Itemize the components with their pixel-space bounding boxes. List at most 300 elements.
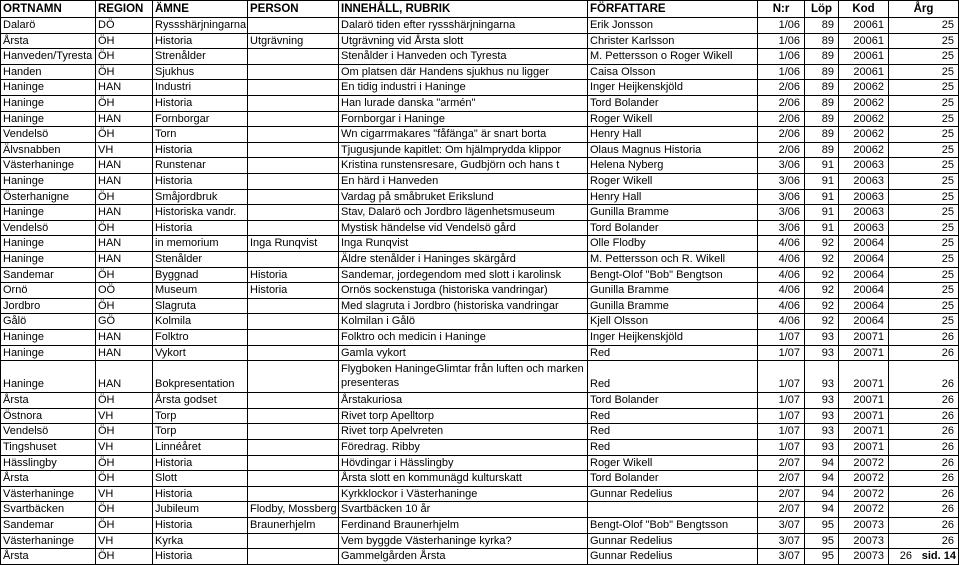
cell-region[interactable] (95, 549, 152, 564)
cell-lop[interactable] (804, 190, 838, 205)
cell-kod[interactable] (838, 502, 888, 517)
cell-nr[interactable] (757, 409, 804, 424)
cell-amne[interactable] (152, 549, 247, 564)
cell-nr[interactable] (757, 471, 804, 486)
cell-region[interactable] (95, 205, 152, 220)
cell-forfattare[interactable] (587, 174, 757, 189)
cell-person[interactable] (247, 283, 338, 298)
cell-nr[interactable] (757, 158, 804, 173)
cell-person[interactable] (247, 34, 338, 49)
cell-lop[interactable] (804, 127, 838, 142)
cell-kod[interactable] (838, 18, 888, 33)
cell-ortnamn[interactable] (0, 49, 95, 64)
cell-region[interactable] (95, 471, 152, 486)
cell-person[interactable] (247, 158, 338, 173)
cell-amne[interactable] (152, 299, 247, 314)
cell-region[interactable] (95, 18, 152, 33)
cell-nr[interactable] (757, 80, 804, 95)
cell-forfattare[interactable] (587, 534, 757, 549)
cell-kod[interactable] (838, 346, 888, 361)
cell-forfattare[interactable] (587, 502, 757, 517)
cell-nr[interactable] (757, 518, 804, 533)
cell-kod[interactable] (838, 252, 888, 267)
cell-arg[interactable] (888, 502, 959, 517)
cell-person[interactable] (247, 80, 338, 95)
cell-kod[interactable] (838, 283, 888, 298)
cell-lop[interactable] (804, 252, 838, 267)
cell-forfattare[interactable] (587, 299, 757, 314)
cell-ortnamn[interactable] (0, 502, 95, 517)
cell-person[interactable] (247, 393, 338, 408)
cell-person[interactable] (247, 268, 338, 283)
cell-region[interactable] (95, 34, 152, 49)
cell-person[interactable] (247, 127, 338, 142)
cell-innehall[interactable] (338, 393, 587, 408)
cell-amne[interactable] (152, 330, 247, 345)
cell-lop[interactable] (804, 440, 838, 455)
cell-forfattare[interactable] (587, 18, 757, 33)
cell-person[interactable] (247, 346, 338, 361)
cell-person[interactable] (247, 205, 338, 220)
cell-amne[interactable] (152, 518, 247, 533)
cell-kod[interactable] (838, 299, 888, 314)
cell-nr[interactable] (757, 127, 804, 142)
cell-arg[interactable] (888, 361, 959, 392)
cell-innehall[interactable] (338, 49, 587, 64)
cell-amne[interactable] (152, 174, 247, 189)
cell-arg[interactable] (888, 268, 959, 283)
cell-innehall[interactable] (338, 174, 587, 189)
cell-lop[interactable] (804, 393, 838, 408)
cell-region[interactable] (95, 127, 152, 142)
cell-kod[interactable] (838, 549, 888, 564)
cell-nr[interactable] (757, 49, 804, 64)
cell-forfattare[interactable] (587, 112, 757, 127)
col-header-nr[interactable]: N:r (757, 1, 804, 17)
cell-kod[interactable] (838, 80, 888, 95)
cell-person[interactable] (247, 330, 338, 345)
cell-person[interactable] (247, 314, 338, 329)
cell-amne[interactable] (152, 268, 247, 283)
cell-nr[interactable] (757, 346, 804, 361)
cell-region[interactable] (95, 221, 152, 236)
cell-kod[interactable] (838, 361, 888, 392)
cell-nr[interactable] (757, 299, 804, 314)
cell-innehall[interactable] (338, 236, 587, 251)
cell-innehall[interactable] (338, 65, 587, 80)
cell-forfattare[interactable] (587, 143, 757, 158)
cell-ortnamn[interactable] (0, 487, 95, 502)
cell-innehall[interactable] (338, 158, 587, 173)
cell-forfattare[interactable] (587, 49, 757, 64)
cell-kod[interactable] (838, 174, 888, 189)
cell-innehall[interactable] (338, 471, 587, 486)
cell-ortnamn[interactable] (0, 314, 95, 329)
cell-ortnamn[interactable] (0, 518, 95, 533)
cell-forfattare[interactable] (587, 236, 757, 251)
cell-arg[interactable] (888, 346, 959, 361)
cell-forfattare[interactable] (587, 393, 757, 408)
cell-person[interactable] (247, 190, 338, 205)
cell-arg[interactable] (888, 330, 959, 345)
cell-lop[interactable] (804, 174, 838, 189)
cell-nr[interactable] (757, 268, 804, 283)
cell-lop[interactable] (804, 330, 838, 345)
cell-ortnamn[interactable] (0, 471, 95, 486)
cell-amne[interactable] (152, 283, 247, 298)
cell-forfattare[interactable] (587, 80, 757, 95)
cell-amne[interactable] (152, 487, 247, 502)
cell-forfattare[interactable] (587, 268, 757, 283)
cell-innehall[interactable] (338, 314, 587, 329)
cell-innehall[interactable] (338, 190, 587, 205)
cell-ortnamn[interactable] (0, 205, 95, 220)
cell-amne[interactable] (152, 236, 247, 251)
cell-region[interactable] (95, 424, 152, 439)
cell-amne[interactable] (152, 361, 247, 392)
cell-arg[interactable] (888, 65, 959, 80)
cell-ortnamn[interactable] (0, 299, 95, 314)
cell-amne[interactable] (152, 190, 247, 205)
cell-region[interactable] (95, 174, 152, 189)
cell-nr[interactable] (757, 549, 804, 564)
cell-lop[interactable] (804, 424, 838, 439)
cell-amne[interactable] (152, 205, 247, 220)
cell-arg[interactable] (888, 549, 959, 564)
cell-nr[interactable] (757, 393, 804, 408)
col-header-forfattare[interactable]: FÖRFATTARE (587, 1, 757, 17)
cell-lop[interactable] (804, 34, 838, 49)
cell-ortnamn[interactable] (0, 34, 95, 49)
cell-lop[interactable] (804, 549, 838, 564)
cell-arg[interactable] (888, 174, 959, 189)
cell-nr[interactable] (757, 440, 804, 455)
cell-ortnamn[interactable] (0, 361, 95, 392)
cell-nr[interactable] (757, 252, 804, 267)
cell-lop[interactable] (804, 65, 838, 80)
cell-forfattare[interactable] (587, 409, 757, 424)
cell-ortnamn[interactable] (0, 393, 95, 408)
cell-region[interactable] (95, 440, 152, 455)
cell-ortnamn[interactable] (0, 112, 95, 127)
cell-arg[interactable] (888, 190, 959, 205)
cell-person[interactable] (247, 96, 338, 111)
cell-ortnamn[interactable] (0, 127, 95, 142)
cell-region[interactable] (95, 283, 152, 298)
cell-kod[interactable] (838, 221, 888, 236)
cell-ortnamn[interactable] (0, 252, 95, 267)
cell-innehall[interactable] (338, 127, 587, 142)
cell-nr[interactable] (757, 205, 804, 220)
cell-person[interactable] (247, 549, 338, 564)
cell-innehall[interactable] (338, 143, 587, 158)
cell-ortnamn[interactable] (0, 440, 95, 455)
cell-forfattare[interactable] (587, 518, 757, 533)
cell-forfattare[interactable] (587, 34, 757, 49)
cell-forfattare[interactable] (587, 158, 757, 173)
cell-innehall[interactable] (338, 518, 587, 533)
cell-innehall[interactable] (338, 502, 587, 517)
col-header-kod[interactable]: Kod (838, 1, 888, 17)
cell-arg[interactable] (888, 221, 959, 236)
cell-region[interactable] (95, 534, 152, 549)
cell-ortnamn[interactable] (0, 268, 95, 283)
cell-lop[interactable] (804, 96, 838, 111)
cell-forfattare[interactable] (587, 487, 757, 502)
cell-person[interactable] (247, 456, 338, 471)
cell-innehall[interactable] (338, 34, 587, 49)
cell-person[interactable] (247, 409, 338, 424)
cell-region[interactable] (95, 236, 152, 251)
cell-lop[interactable] (804, 112, 838, 127)
cell-amne[interactable] (152, 143, 247, 158)
cell-innehall[interactable] (338, 18, 587, 33)
cell-region[interactable] (95, 346, 152, 361)
cell-region[interactable] (95, 330, 152, 345)
cell-forfattare[interactable] (587, 221, 757, 236)
cell-arg[interactable] (888, 487, 959, 502)
cell-arg[interactable] (888, 127, 959, 142)
col-header-lop[interactable]: Löp (804, 1, 838, 17)
cell-region[interactable] (95, 190, 152, 205)
cell-kod[interactable] (838, 49, 888, 64)
cell-lop[interactable] (804, 346, 838, 361)
cell-kod[interactable] (838, 65, 888, 80)
cell-forfattare[interactable] (587, 440, 757, 455)
cell-kod[interactable] (838, 534, 888, 549)
cell-arg[interactable] (888, 96, 959, 111)
cell-nr[interactable] (757, 487, 804, 502)
cell-arg[interactable] (888, 409, 959, 424)
cell-region[interactable] (95, 49, 152, 64)
cell-amne[interactable] (152, 393, 247, 408)
cell-region[interactable] (95, 487, 152, 502)
cell-arg[interactable] (888, 236, 959, 251)
cell-forfattare[interactable] (587, 65, 757, 80)
cell-lop[interactable] (804, 487, 838, 502)
cell-region[interactable] (95, 299, 152, 314)
cell-lop[interactable] (804, 236, 838, 251)
cell-forfattare[interactable] (587, 283, 757, 298)
cell-nr[interactable] (757, 221, 804, 236)
cell-arg[interactable] (888, 283, 959, 298)
cell-ortnamn[interactable] (0, 158, 95, 173)
cell-nr[interactable] (757, 34, 804, 49)
col-header-amne[interactable]: ÄMNE (152, 1, 247, 17)
cell-nr[interactable] (757, 502, 804, 517)
cell-forfattare[interactable] (587, 314, 757, 329)
cell-nr[interactable] (757, 314, 804, 329)
cell-arg[interactable] (888, 456, 959, 471)
cell-lop[interactable] (804, 299, 838, 314)
cell-lop[interactable] (804, 534, 838, 549)
cell-region[interactable] (95, 393, 152, 408)
cell-kod[interactable] (838, 330, 888, 345)
cell-amne[interactable] (152, 158, 247, 173)
cell-kod[interactable] (838, 314, 888, 329)
cell-innehall[interactable] (338, 487, 587, 502)
cell-nr[interactable] (757, 65, 804, 80)
cell-kod[interactable] (838, 393, 888, 408)
cell-person[interactable] (247, 143, 338, 158)
cell-arg[interactable] (888, 314, 959, 329)
cell-nr[interactable] (757, 456, 804, 471)
cell-innehall[interactable] (338, 346, 587, 361)
cell-lop[interactable] (804, 80, 838, 95)
cell-kod[interactable] (838, 190, 888, 205)
cell-innehall[interactable] (338, 112, 587, 127)
cell-innehall[interactable] (338, 268, 587, 283)
cell-kod[interactable] (838, 518, 888, 533)
cell-arg[interactable] (888, 440, 959, 455)
cell-lop[interactable] (804, 361, 838, 392)
cell-ortnamn[interactable] (0, 330, 95, 345)
cell-arg[interactable] (888, 205, 959, 220)
cell-ortnamn[interactable] (0, 456, 95, 471)
cell-lop[interactable] (804, 456, 838, 471)
cell-arg[interactable] (888, 112, 959, 127)
cell-forfattare[interactable] (587, 549, 757, 564)
cell-amne[interactable] (152, 112, 247, 127)
cell-amne[interactable] (152, 471, 247, 486)
cell-person[interactable] (247, 252, 338, 267)
cell-kod[interactable] (838, 96, 888, 111)
cell-amne[interactable] (152, 34, 247, 49)
cell-amne[interactable] (152, 65, 247, 80)
cell-region[interactable] (95, 96, 152, 111)
cell-amne[interactable] (152, 346, 247, 361)
cell-lop[interactable] (804, 314, 838, 329)
cell-ortnamn[interactable] (0, 236, 95, 251)
cell-lop[interactable] (804, 268, 838, 283)
cell-arg[interactable] (888, 143, 959, 158)
cell-amne[interactable] (152, 221, 247, 236)
cell-innehall[interactable] (338, 409, 587, 424)
cell-kod[interactable] (838, 236, 888, 251)
cell-nr[interactable] (757, 424, 804, 439)
cell-nr[interactable] (757, 96, 804, 111)
cell-forfattare[interactable] (587, 346, 757, 361)
cell-amne[interactable] (152, 456, 247, 471)
cell-innehall[interactable] (338, 205, 587, 220)
cell-kod[interactable] (838, 205, 888, 220)
cell-ortnamn[interactable] (0, 283, 95, 298)
cell-arg[interactable] (888, 80, 959, 95)
cell-nr[interactable] (757, 112, 804, 127)
cell-region[interactable] (95, 361, 152, 392)
cell-innehall[interactable] (338, 361, 587, 392)
cell-ortnamn[interactable] (0, 96, 95, 111)
cell-person[interactable] (247, 49, 338, 64)
cell-forfattare[interactable] (587, 330, 757, 345)
cell-ortnamn[interactable] (0, 424, 95, 439)
cell-innehall[interactable] (338, 283, 587, 298)
cell-ortnamn[interactable] (0, 534, 95, 549)
cell-ortnamn[interactable] (0, 409, 95, 424)
cell-innehall[interactable] (338, 252, 587, 267)
cell-ortnamn[interactable] (0, 346, 95, 361)
cell-arg[interactable] (888, 424, 959, 439)
col-header-ortnamn[interactable]: ORTNAMN (0, 1, 95, 17)
cell-person[interactable] (247, 65, 338, 80)
cell-person[interactable] (247, 487, 338, 502)
cell-nr[interactable] (757, 18, 804, 33)
cell-amne[interactable] (152, 502, 247, 517)
cell-person[interactable] (247, 518, 338, 533)
cell-kod[interactable] (838, 456, 888, 471)
cell-person[interactable] (247, 299, 338, 314)
cell-lop[interactable] (804, 49, 838, 64)
cell-forfattare[interactable] (587, 205, 757, 220)
cell-region[interactable] (95, 143, 152, 158)
cell-forfattare[interactable] (587, 96, 757, 111)
cell-nr[interactable] (757, 330, 804, 345)
cell-kod[interactable] (838, 112, 888, 127)
cell-region[interactable] (95, 409, 152, 424)
cell-innehall[interactable] (338, 440, 587, 455)
cell-region[interactable] (95, 80, 152, 95)
cell-innehall[interactable] (338, 221, 587, 236)
cell-kod[interactable] (838, 440, 888, 455)
cell-arg[interactable] (888, 252, 959, 267)
cell-amne[interactable] (152, 18, 247, 33)
cell-nr[interactable] (757, 361, 804, 392)
cell-ortnamn[interactable] (0, 221, 95, 236)
cell-forfattare[interactable] (587, 361, 757, 392)
cell-nr[interactable] (757, 534, 804, 549)
cell-amne[interactable] (152, 49, 247, 64)
cell-region[interactable] (95, 268, 152, 283)
cell-arg[interactable] (888, 34, 959, 49)
cell-region[interactable] (95, 158, 152, 173)
cell-region[interactable] (95, 252, 152, 267)
cell-ortnamn[interactable] (0, 143, 95, 158)
cell-lop[interactable] (804, 158, 838, 173)
cell-kod[interactable] (838, 487, 888, 502)
cell-ortnamn[interactable] (0, 190, 95, 205)
cell-person[interactable] (247, 502, 338, 517)
cell-innehall[interactable] (338, 96, 587, 111)
cell-forfattare[interactable] (587, 127, 757, 142)
cell-lop[interactable] (804, 409, 838, 424)
cell-amne[interactable] (152, 252, 247, 267)
cell-region[interactable] (95, 502, 152, 517)
cell-lop[interactable] (804, 143, 838, 158)
cell-arg[interactable] (888, 299, 959, 314)
cell-ortnamn[interactable] (0, 18, 95, 33)
cell-lop[interactable] (804, 205, 838, 220)
cell-region[interactable] (95, 112, 152, 127)
cell-kod[interactable] (838, 158, 888, 173)
cell-amne[interactable] (152, 96, 247, 111)
cell-kod[interactable] (838, 34, 888, 49)
cell-person[interactable] (247, 534, 338, 549)
cell-person[interactable] (247, 361, 338, 392)
cell-lop[interactable] (804, 18, 838, 33)
cell-amne[interactable] (152, 127, 247, 142)
cell-innehall[interactable] (338, 549, 587, 564)
cell-arg[interactable] (888, 518, 959, 533)
cell-innehall[interactable] (338, 424, 587, 439)
cell-ortnamn[interactable] (0, 174, 95, 189)
cell-person[interactable] (247, 471, 338, 486)
cell-region[interactable] (95, 65, 152, 80)
cell-kod[interactable] (838, 143, 888, 158)
cell-amne[interactable] (152, 440, 247, 455)
cell-innehall[interactable] (338, 299, 587, 314)
cell-kod[interactable] (838, 424, 888, 439)
cell-nr[interactable] (757, 174, 804, 189)
